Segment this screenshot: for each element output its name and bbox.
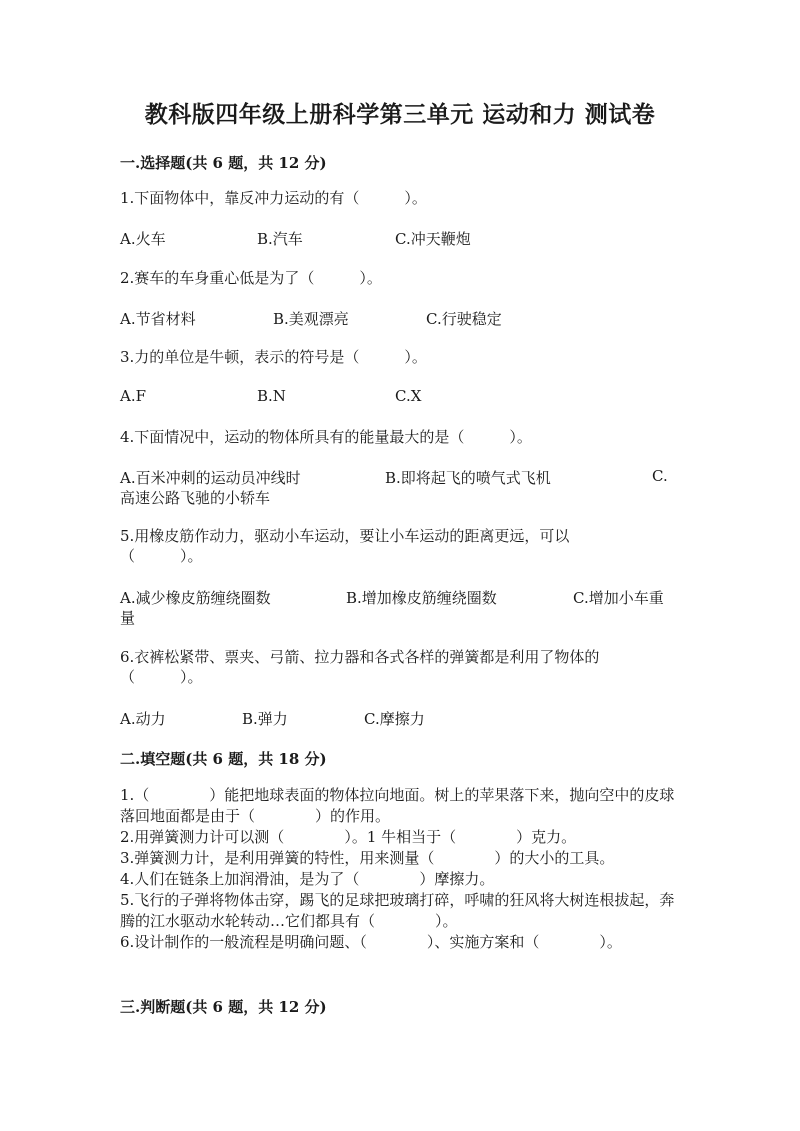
question-6-option-c: C.摩擦力 bbox=[364, 710, 425, 728]
question-2-option-c: C.行驶稳定 bbox=[426, 310, 502, 328]
question-2-option-a: A.节省材料 bbox=[120, 310, 196, 328]
question-1-option-b: B.汽车 bbox=[257, 230, 303, 248]
fill-item-2: 2.用弹簧测力计可以测（ ）。1 牛相当于（ ）克力。 bbox=[120, 828, 577, 846]
question-1-option-c: C.冲天鞭炮 bbox=[395, 230, 471, 248]
question-6-line1: 6.衣裤松紧带、票夹、弓箭、拉力器和各式各样的弹簧都是利用了物体的 bbox=[120, 648, 600, 666]
fill-in-list bbox=[120, 785, 680, 953]
section-heading-choice: 一.选择题(共 6 题，共 12 分) bbox=[120, 154, 327, 172]
question-4-option-b: B.即将起飞的喷气式飞机 bbox=[385, 469, 551, 487]
question-4-option-c-text: 高速公路飞驰的小轿车 bbox=[120, 489, 271, 507]
question-5-option-b: B.增加橡皮筋缠绕圈数 bbox=[346, 589, 497, 607]
question-3-option-a: A.F bbox=[120, 387, 147, 405]
section-heading-judge: 三.判断题(共 6 题，共 12 分) bbox=[120, 998, 327, 1016]
question-5-option-c: C.增加小车重 bbox=[573, 589, 664, 607]
question-2-option-b: B.美观漂亮 bbox=[273, 310, 349, 328]
fill-item-3: 3.弹簧测力计，是利用弹簧的特性，用来测量（ ）的大小的工具。 bbox=[120, 849, 615, 867]
section-heading-fill: 二.填空题(共 6 题，共 18 分) bbox=[120, 750, 327, 768]
fill-item-4: 4.人们在链条上加润滑油，是为了（ ）摩擦力。 bbox=[120, 870, 495, 888]
question-5-option-a: A.减少橡皮筋缠绕圈数 bbox=[120, 589, 271, 607]
question-5-line1: 5.用橡皮筋作动力，驱动小车运动，要让小车运动的距离更远，可以 bbox=[120, 527, 570, 545]
question-1: 1.下面物体中，靠反冲力运动的有（ ）。 bbox=[120, 189, 427, 207]
question-2: 2.赛车的车身重心低是为了（ ）。 bbox=[120, 269, 382, 287]
fill-item-5: 5.飞行的子弹将物体击穿，踢飞的足球把玻璃打碎，呼啸的狂风将大树连根拔起，奔腾的江水驱动水轮转动…它们都具有（ ）。 bbox=[120, 891, 675, 930]
question-4-option-c-label: C. bbox=[652, 467, 668, 485]
exam-title: 教科版四年级上册科学第三单元 运动和力 测试卷 bbox=[144, 101, 656, 128]
question-6-line2: （ ）。 bbox=[120, 668, 203, 686]
fill-item-1: 1.（ ）能把地球表面的物体拉向地面。树上的苹果落下来，抛向空中的皮球落回地面都是由于（ ）的作用。 bbox=[120, 786, 675, 825]
question-4: 4.下面情况中，运动的物体所具有的能量最大的是（ ）。 bbox=[120, 428, 532, 446]
fill-item-6: 6.设计制作的一般流程是明确问题、（ ）、实施方案和（ ）。 bbox=[120, 933, 622, 951]
question-5-option-c-wrap: 量 bbox=[120, 609, 136, 627]
question-3-option-c: C.X bbox=[395, 387, 422, 405]
question-3-option-b: B.N bbox=[257, 387, 286, 405]
question-5-line2: （ ）。 bbox=[120, 547, 203, 565]
question-6-option-a: A.动力 bbox=[120, 710, 166, 728]
question-1-option-a: A.火车 bbox=[120, 230, 166, 248]
question-4-option-a: A.百米冲刺的运动员冲线时 bbox=[120, 469, 301, 487]
question-6-option-b: B.弹力 bbox=[242, 710, 288, 728]
question-3: 3.力的单位是牛顿，表示的符号是（ ）。 bbox=[120, 348, 427, 366]
